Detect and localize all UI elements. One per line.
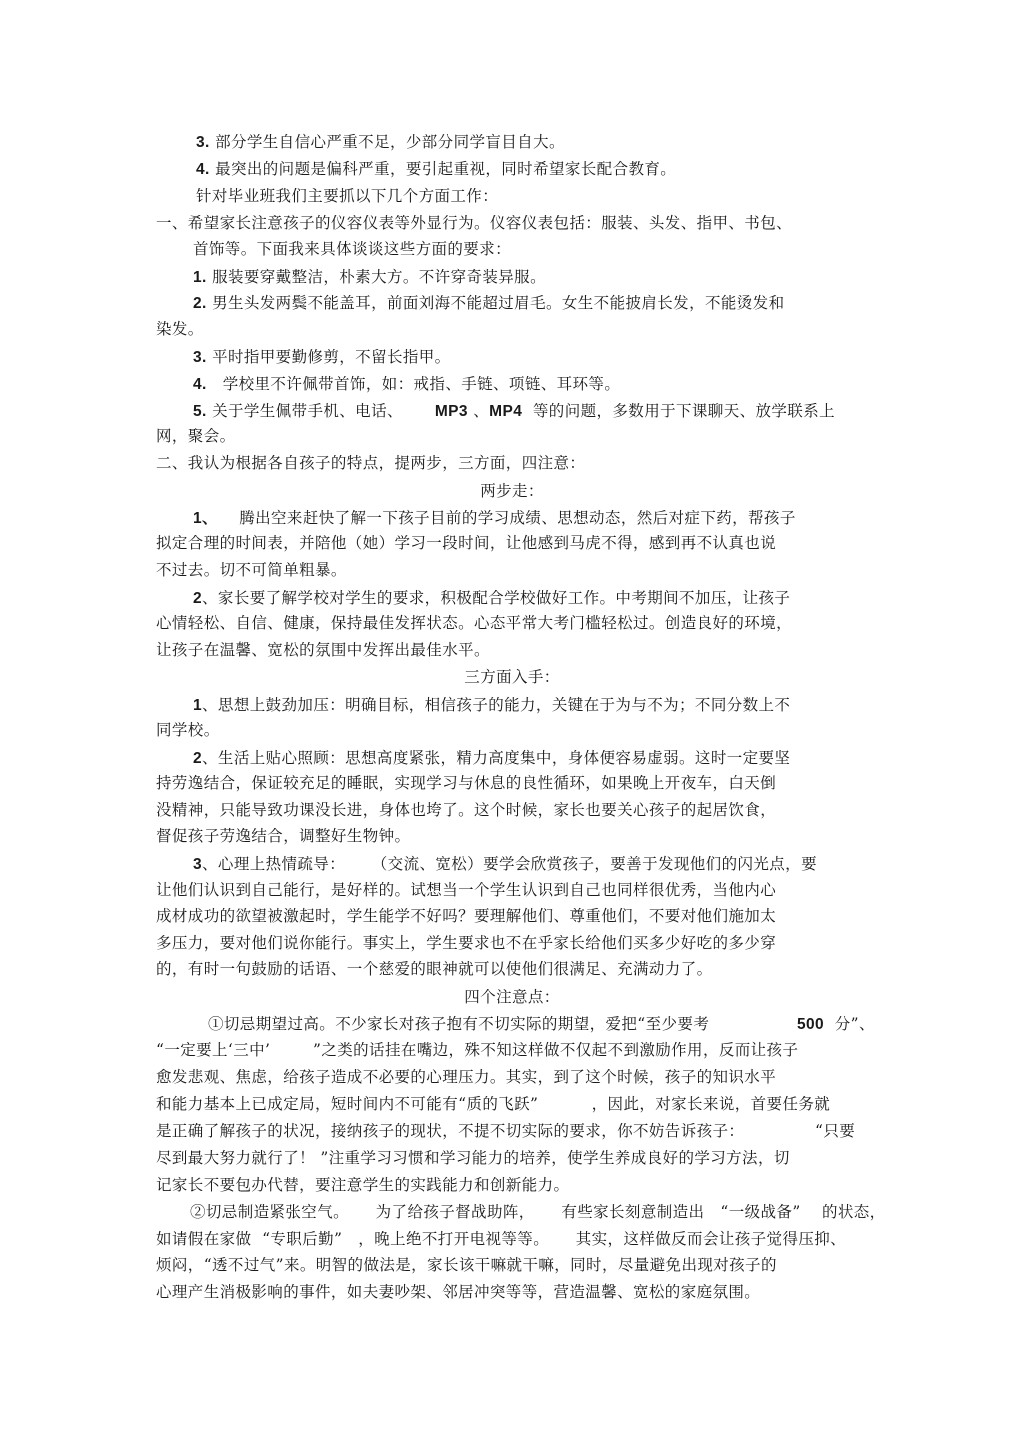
rule-item-3: 3. 平时指甲要勤修剪，不留长指甲。 bbox=[193, 348, 451, 366]
rule-item-4: 4. 学校里不许佩带首饰，如：戒指、手链、项链、耳环等。 bbox=[193, 375, 621, 393]
aspect-3-line-5: 的，有时一句鼓励的话语、一个慈爱的眼神就可以使他们很满足、充满动力了。 bbox=[156, 960, 713, 978]
point-2-line-3: 烦闷，“透不过气”来。明智的做法是，家长该干嘛就干嘛，同时，尽量避免出现对孩子的 bbox=[156, 1256, 777, 1274]
point-2-line-4: 心理产生消极影响的事件，如夫妻吵架、邻居冲突等等，营造温馨、宽松的家庭氛围。 bbox=[156, 1283, 761, 1301]
four-points-title: 四个注意点： bbox=[464, 988, 560, 1006]
rule-item-2: 2. 男生头发两鬓不能盖耳，前面刘海不能超过眉毛。女生不能披肩长发，不能烫发和 bbox=[193, 294, 785, 312]
aspect-2-line-3: 没精神，只能导致功课没长进，身体也垮了。这个时候，家长也要关心孩子的起居饮食， bbox=[156, 801, 777, 819]
aspect-3-line-2: 让他们认识到自己能行，是好样的。试想当一个学生认识到自己也同样很优秀，当他内心 bbox=[156, 881, 777, 899]
point-2-line-1: ②切忌制造紧张空气。 为了给孩子督战助阵， 有些家长刻意制造出 “一级战备” 的状态， bbox=[190, 1203, 886, 1221]
step-2-line-1: 2、家长要了解学校对学生的要求，积极配合学校做好工作。中考期间不加压，让孩子 bbox=[193, 589, 791, 607]
aspect-2-line-4: 督促孩子劳逸结合，调整好生物钟。 bbox=[156, 827, 411, 845]
section2-heading: 二、我认为根据各自孩子的特点，提两步，三方面，四注意： bbox=[156, 454, 586, 472]
intro-item-3: 3. 部分学生自信心严重不足，少部分同学盲目自大。 bbox=[196, 133, 565, 151]
rule-item-5: 5. 关于学生佩带手机、电话、 MP3 、MP4 等的问题，多数用于下课聊天、放学联系上 bbox=[193, 402, 835, 420]
point-1-line-3: 愈发悲观、焦虑，给孩子造成不必要的心理压力。其实，到了这个时候，孩子的知识水平 bbox=[156, 1068, 777, 1086]
aspect-2-line-1: 2、生活上贴心照顾：思想高度紧张，精力高度集中，身体便容易虚弱。这时一定要坚 bbox=[193, 749, 791, 767]
point-1-line-1-end: 500 分”、 bbox=[797, 1015, 875, 1033]
aspect-3-line-3: 成材成功的欲望被激起时，学生能学不好吗？要理解他们、尊重他们，不要对他们施加太 bbox=[156, 907, 777, 925]
section1-heading: 一、希望家长注意孩子的仪容仪表等外显行为。仪容仪表包括：服装、头发、指甲、书包、 bbox=[156, 214, 793, 232]
aspect-1-line-2: 同学校。 bbox=[156, 721, 220, 739]
point-1-line-5-end: “只要 bbox=[815, 1122, 856, 1140]
point-1-line-4: 和能力基本上已成定局，短时间内不可能有“质的飞跃” ，因此，对家长来说，首要任务就 bbox=[156, 1095, 831, 1113]
rule-item-2-cont: 染发。 bbox=[156, 320, 204, 338]
point-1-line-7: 记家长不要包办代替，要注意学生的实践能力和创新能力。 bbox=[156, 1176, 570, 1194]
step-1-line-3: 不过去。切不可简单粗暴。 bbox=[156, 561, 347, 579]
aspect-3-line-1: 3、心理上热情疏导： （交流、宽松）要学会欣赏孩子，要善于发现他们的闪光点，要 bbox=[193, 855, 817, 873]
step-2-line-2: 心情轻松、自信、健康，保持最佳发挥状态。心态平常大考门槛轻松过。创造良好的环境， bbox=[156, 614, 793, 632]
aspect-1-line-1: 1、思想上鼓劲加压：明确目标，相信孩子的能力，关键在于为与不为；不同分数上不 bbox=[193, 696, 791, 714]
point-1-line-6: 尽到最大努力就行了！ ”注重学习习惯和学习能力的培养，使学生养成良好的学习方法，切 bbox=[156, 1149, 790, 1167]
step-1-line-2: 拟定合理的时间表，并陪他（她）学习一段时间，让他感到马虎不得，感到再不认真也说 bbox=[156, 534, 777, 552]
aspect-3-line-4: 多压力，要对他们说你能行。事实上，学生要求也不在乎家长给他们买多少好吃的多少穿 bbox=[156, 934, 777, 952]
step-1-line-1: 1、 腾出空来赶快了解一下孩子目前的学习成绩、思想动态，然后对症下药，帮孩子 bbox=[193, 509, 796, 527]
rule-item-5-cont: 网，聚会。 bbox=[156, 427, 236, 445]
step-2-line-3: 让孩子在温馨、宽松的氛围中发挥出最佳水平。 bbox=[156, 641, 490, 659]
three-aspects-title: 三方面入手： bbox=[464, 668, 560, 686]
intro-item-4: 4. 最突出的问题是偏科严重，要引起重视，同时希望家长配合教育。 bbox=[196, 160, 677, 178]
point-1-line-2: “一定要上‘三中’ ”之类的话挂在嘴边，殊不知这样做不仅起不到激励作用，反而让孩子 bbox=[156, 1041, 799, 1059]
intro-summary: 针对毕业班我们主要抓以下几个方面工作： bbox=[196, 187, 499, 205]
two-steps-title: 两步走： bbox=[480, 482, 544, 500]
aspect-2-line-2: 持劳逸结合，保证较充足的睡眠，实现学习与休息的良性循环，如果晚上开夜车，白天倒 bbox=[156, 774, 777, 792]
rule-item-1: 1. 服装要穿戴整洁，朴素大方。不许穿奇装异服。 bbox=[193, 268, 546, 286]
section1-heading-cont: 首饰等。下面我来具体谈谈这些方面的要求： bbox=[193, 240, 512, 258]
point-1-line-1: ①切忌期望过高。不少家长对孩子抱有不切实际的期望，爱把“至少要考 bbox=[208, 1015, 710, 1033]
point-1-line-5: 是正确了解孩子的状况，接纳孩子的现状，不提不切实际的要求，你不妨告诉孩子： bbox=[156, 1122, 745, 1140]
point-2-line-2: 如请假在家做 “专职后勤” ，晚上绝不打开电视等等。 其实，这样做反而会让孩子觉得压抑、 bbox=[156, 1230, 847, 1248]
